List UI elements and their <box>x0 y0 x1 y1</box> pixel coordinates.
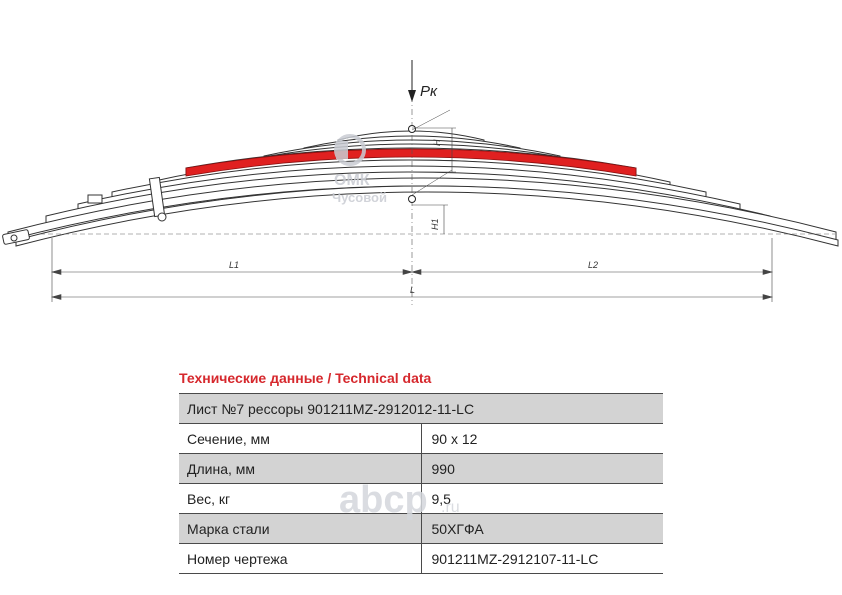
h-dim-label: H <box>432 139 442 146</box>
center-bolt-bottom <box>409 196 416 203</box>
table-header-row <box>179 394 663 424</box>
h-leader-up <box>412 110 450 130</box>
row-value: 50ХГФА <box>421 514 663 544</box>
l-dim-label: L <box>410 285 416 295</box>
l2-dim-label: L2 <box>588 260 599 270</box>
spring-leaves <box>8 131 838 246</box>
row-value: 90 х 12 <box>421 424 663 454</box>
row-label: Длина, мм <box>179 454 421 484</box>
l1-dim-label: L1 <box>229 260 240 270</box>
table-row <box>179 544 663 574</box>
h1-dim-label: H1 <box>430 218 440 230</box>
watermark-suffix: .ru <box>441 499 460 516</box>
load-arrow-head <box>408 90 416 102</box>
row-label: Вес, кг <box>179 484 421 514</box>
abcp-watermark <box>339 478 489 522</box>
watermark-text: abcp <box>339 479 428 521</box>
row-label: Номер чертежа <box>179 544 421 574</box>
row-label: Марка стали <box>179 514 421 544</box>
row-value: 990 <box>421 454 663 484</box>
table-row <box>179 424 663 454</box>
center-bolt-top <box>409 126 416 133</box>
logo-name: ОМК <box>334 172 370 189</box>
row-value: 901211MZ-2912107-11-LC <box>421 544 663 574</box>
row-label: Сечение, мм <box>179 424 421 454</box>
row-value: 9,5 <box>421 484 663 514</box>
logo-subtitle: Чусовой <box>332 190 387 205</box>
technical-data-title: Технические данные / Technical data <box>179 370 432 386</box>
load-label: Pк <box>420 83 438 100</box>
table-header: Лист №7 рессоры 901211MZ-2912012-11-LC <box>179 394 663 424</box>
